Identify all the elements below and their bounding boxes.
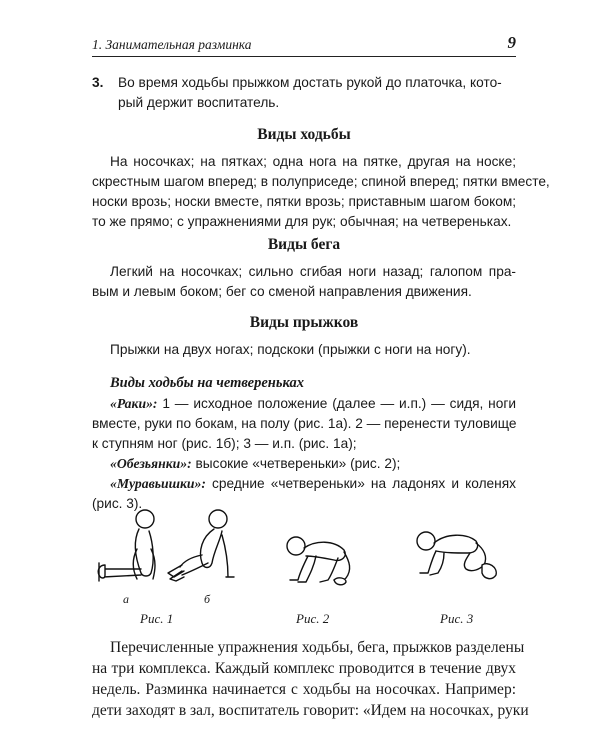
paragraph-line: Прыжки на двух ногах; подскоки (прыжки с ноги на ногу). (110, 342, 471, 357)
exercise-text: 1 — исходное положение (далее — и.п.) — сидя, ноги (157, 396, 516, 411)
section-heading-walking: Виды ходьбы (257, 126, 351, 143)
fours-section (92, 372, 516, 514)
figure-3-ant (410, 523, 500, 585)
section-heading-jumping: Виды прыжков (249, 314, 359, 331)
exercise-term-monkeys: «Обезьянки»: (110, 456, 192, 471)
subsection-heading: Виды ходьбы на четвереньках (110, 375, 304, 391)
figure-caption-1: Рис. 1 (140, 611, 174, 626)
item-text-line: Во время ходьбы прыжком достать рукой до платочка, кото- (118, 75, 502, 90)
exercise-text: средние «четвереньки» на ладонях и коленях (205, 476, 516, 491)
exercise-term-ants: «Муравьишки»: (110, 476, 206, 491)
item-number: 3. (92, 75, 104, 90)
paragraph-line: то же прямо; с упражнениями для рук; обычная; на четвереньках. (92, 214, 512, 229)
paragraph-line: недель. Разминка начинается с ходьбы на носочках. Например: (92, 681, 516, 698)
figure-letter-a: а (123, 592, 129, 606)
paragraph-line: на три комплекса. Каждый комплекс проводится в течение двух (92, 660, 516, 677)
exercise-text: вместе, руки по бокам, на полу (рис. 1а). 2 — перенести туловище (92, 416, 517, 431)
exercise-text: высокие «четвереньки» (рис. 2); (191, 456, 401, 471)
paragraph-line: дети заходят в зал, воспитатель говорит: «Идем на носочках, руки (92, 702, 529, 719)
paragraph-line: скрестным шагом вперед; в полуприседе; спиной вперед; пятки вместе, (92, 174, 550, 189)
paragraph-line: носки врозь; носки вместе, пятки врозь; приставным шагом боком; (92, 194, 517, 209)
jumping-paragraph (92, 340, 516, 360)
paragraph-line: вым и левым боком; бег со сменой направления движения. (92, 284, 472, 299)
exercise-item-3 (92, 73, 516, 113)
closing-paragraph (92, 637, 529, 721)
figure-2-monkey (282, 528, 362, 588)
walking-paragraph (92, 152, 550, 232)
figure-1b-leaning (162, 505, 242, 585)
item-text-line: рый держит воспитатель. (118, 95, 280, 110)
exercise-text: к ступням ног (рис. 1б); 3 — и.п. (рис. 1а); (92, 436, 357, 451)
figure-1a-sitting (95, 505, 165, 585)
section-heading-running: Виды бега (267, 236, 341, 253)
figure-caption-3: Рис. 3 (440, 611, 474, 626)
running-header (92, 33, 516, 57)
page-number: 9 (507, 33, 516, 52)
chapter-title: 1. Занимательная разминка (92, 37, 252, 52)
exercise-term-raki: «Раки»: (110, 396, 158, 411)
figure-letter-b: б (204, 592, 211, 606)
exercise-text: (рис. 3). (92, 496, 143, 511)
paragraph-line: Легкий на носочках; сильно сгибая ноги назад; галопом пра- (110, 264, 516, 279)
figure-caption-2: Рис. 2 (296, 611, 330, 626)
paragraph-line: Перечисленные упражнения ходьбы, бега, прыжков разделены (110, 639, 525, 656)
paragraph-line: На носочках; на пятках; одна нога на пятке, другая на носке; (110, 154, 516, 169)
running-paragraph (92, 262, 516, 302)
